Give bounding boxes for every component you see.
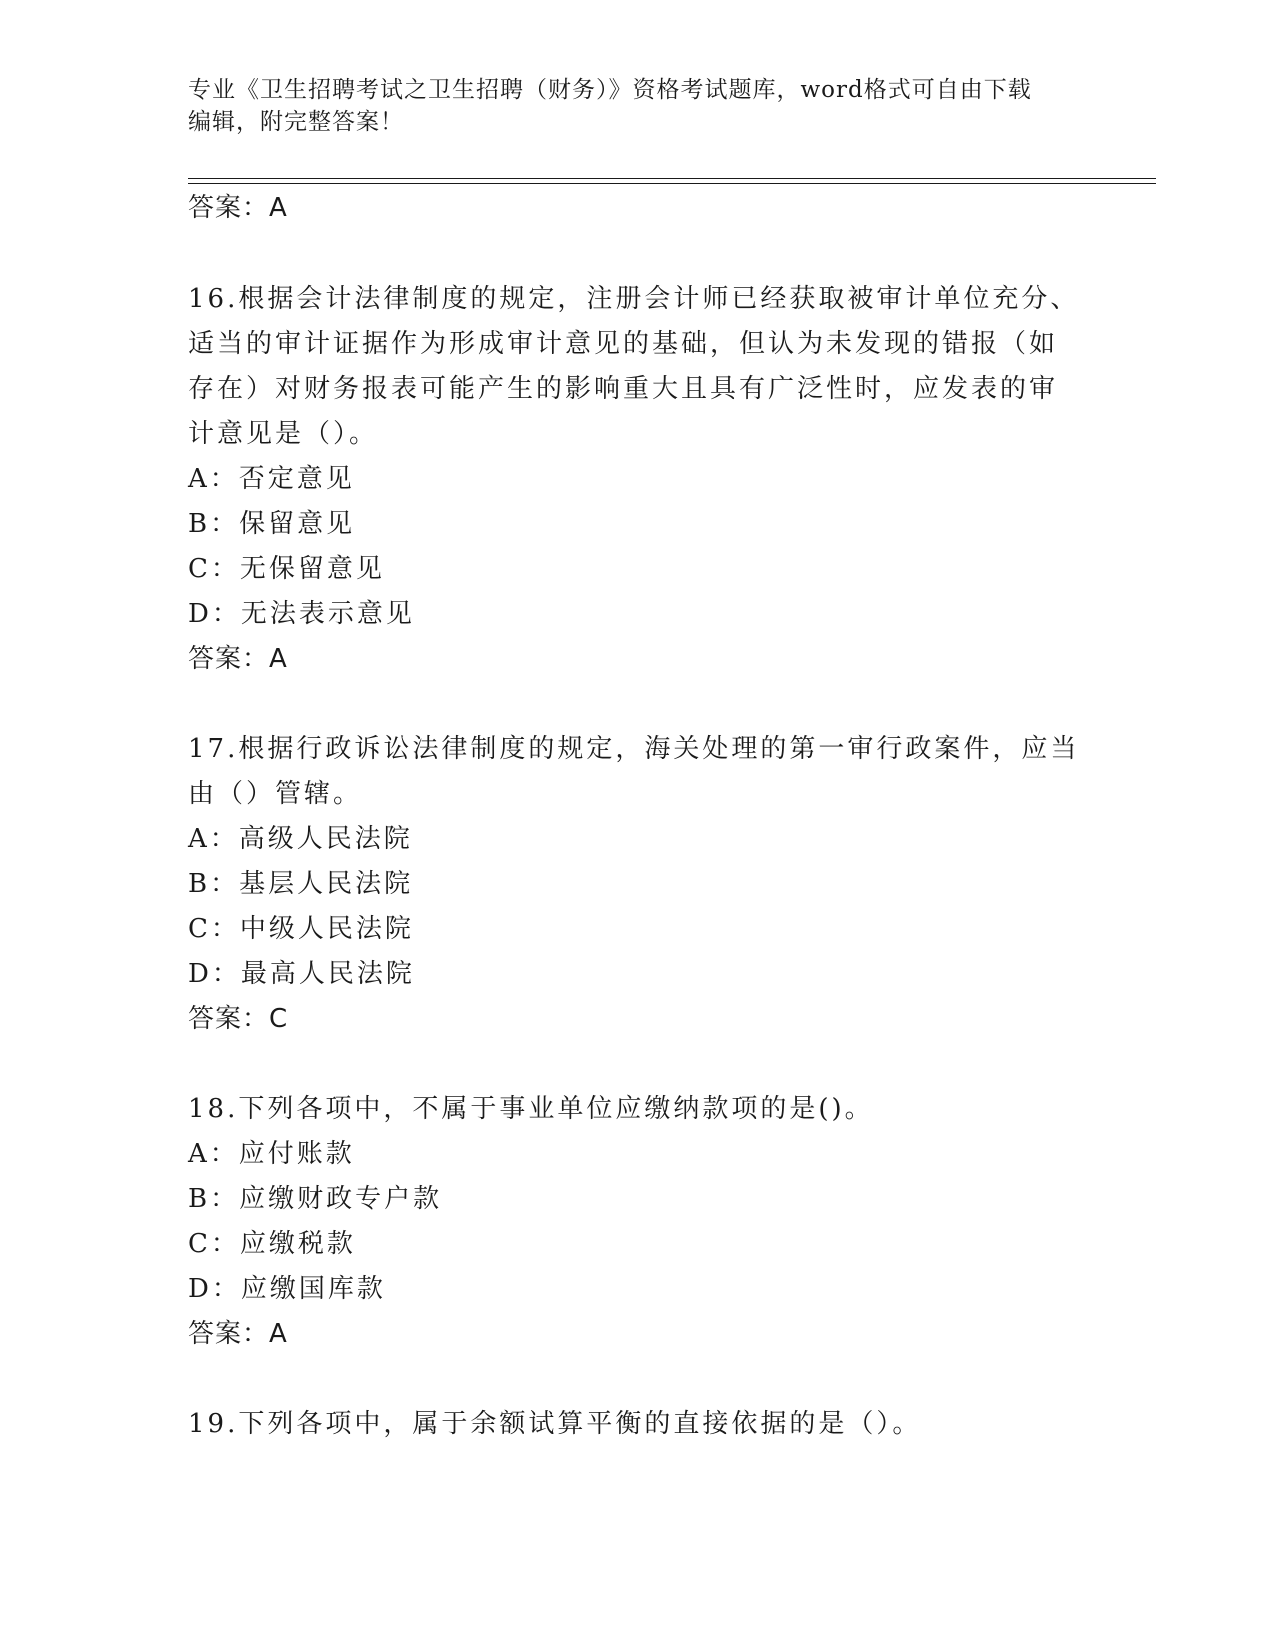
question-16-line-1: 16.根据会计法律制度的规定，注册会计师已经获取被审计单位充分、 — [188, 284, 1080, 314]
header-rule-top — [188, 178, 1156, 179]
question-17-option-c: C：中级人民法院 — [188, 914, 414, 944]
question-18-option-b: B：应缴财政专户款 — [188, 1184, 443, 1214]
question-18-option-d: D：应缴国库款 — [188, 1274, 386, 1304]
question-16-option-b: B：保留意见 — [188, 509, 356, 539]
question-17-answer: 答案：C — [188, 1004, 289, 1034]
question-16-line-3: 存在）对财务报表可能产生的影响重大且具有广泛性时，应发表的审 — [188, 374, 1059, 404]
question-16-option-d: D：无法表示意见 — [188, 599, 415, 629]
question-16-answer: 答案：A — [188, 644, 288, 674]
question-16-option-a: A：否定意见 — [188, 464, 355, 494]
question-19-line-1: 19.下列各项中，属于余额试算平衡的直接依据的是（）。 — [188, 1409, 922, 1439]
question-17-option-d: D：最高人民法院 — [188, 959, 415, 989]
page-header — [188, 74, 1078, 138]
question-18-answer: 答案：A — [188, 1319, 288, 1349]
question-18-line-1: 18.下列各项中，不属于事业单位应缴纳款项的是()。 — [188, 1094, 874, 1124]
question-17-line-2: 由（）管辖。 — [188, 779, 363, 809]
question-16-line-2: 适当的审计证据作为形成审计意见的基础，但认为未发现的错报（如 — [188, 329, 1059, 359]
question-17-option-b: B：基层人民法院 — [188, 869, 414, 899]
question-17-line-1: 17.根据行政诉讼法律制度的规定，海关处理的第一审行政案件，应当 — [188, 734, 1080, 764]
question-16-line-4: 计意见是（）。 — [188, 419, 379, 449]
question-16-option-c: C：无保留意见 — [188, 554, 385, 584]
previous-answer: 答案：A — [188, 193, 288, 223]
question-18-option-c: C：应缴税款 — [188, 1229, 356, 1259]
question-18-option-a: A：应付账款 — [188, 1139, 355, 1169]
header-line-1: 专业《卫生招聘考试之卫生招聘（财务）》资格考试题库，word格式可自由下载 — [188, 77, 1032, 103]
question-17-option-a: A：高级人民法院 — [188, 824, 413, 854]
header-line-2: 编辑，附完整答案！ — [188, 109, 404, 135]
header-rule-bottom — [188, 183, 1156, 184]
